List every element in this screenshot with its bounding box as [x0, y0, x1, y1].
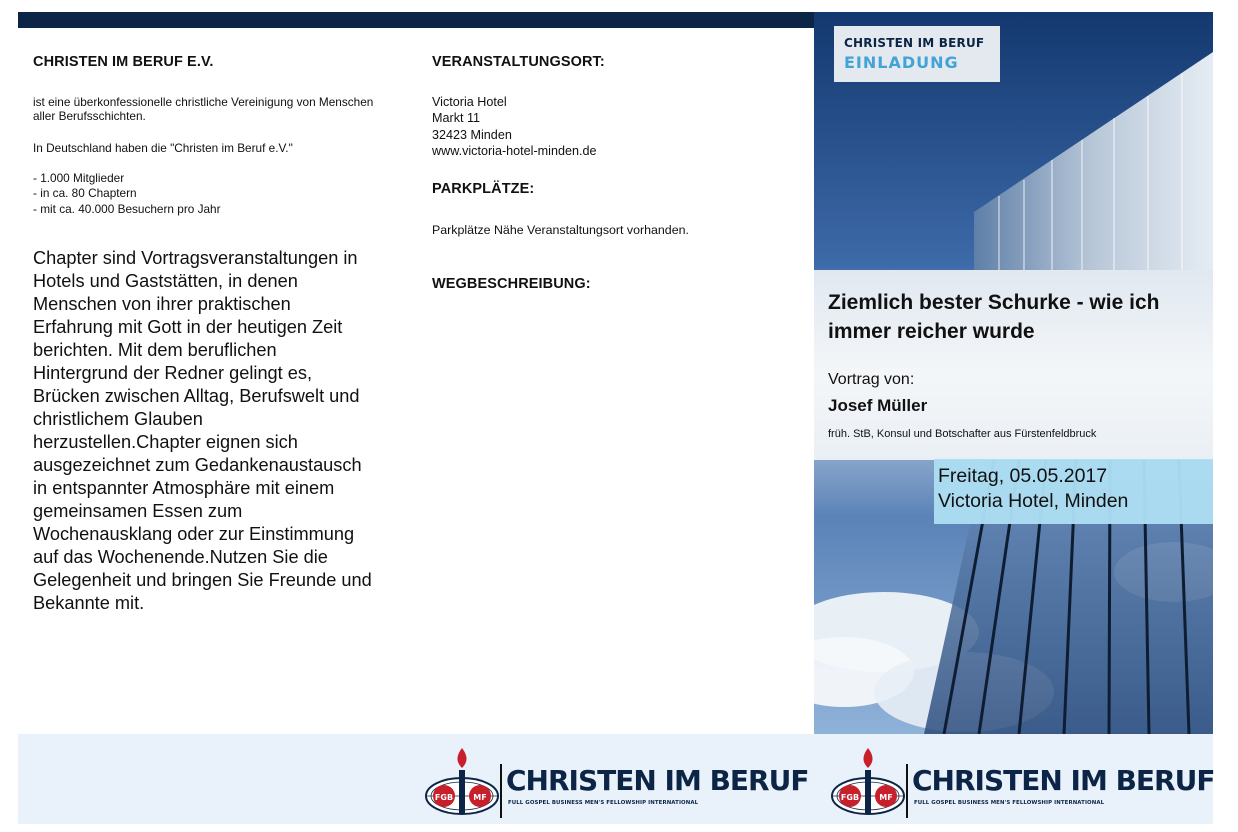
venue-heading: VERANSTALTUNGSORT: — [432, 54, 605, 70]
cover-panel — [814, 12, 1213, 734]
logo-divider — [500, 764, 502, 818]
venue-line: Markt 11 — [432, 111, 481, 125]
organization-intro: ist eine überkonfessionelle christliche Vereinigung von Menschen aller Berufsschichten. — [33, 95, 374, 123]
logo-divider — [906, 764, 908, 818]
chapter-description: Chapter sind Vortragsveranstaltungen in Hotels und Gaststätten, in denen Menschen von ihrer praktischen Erfahrung mit Gott in der heutigen Zeit berichten. Mit dem beruflichen Hintergrund der Redner gelingt es, Brücken zwischen Alltag, Berufswelt und christlichem Glauben herzustellen.Chapter eignen sich ausgezeichnet zum Gedankenaustausch in entspannter Atmosphäre mit einem gemeinsamen Essen zum Wochenausklang oder zur Einstimmung auf das Wochenende.Nutzen Sie die Gelegenheit und bringen Sie Freunde und Bekannte mit. — [33, 248, 372, 613]
parking-text: Parkplätze Nähe Veranstaltungsort vorhanden. — [432, 223, 689, 237]
footer-brand-name: CHRISTEN IM BERUF — [506, 764, 809, 797]
germany-intro: In Deutschland haben die "Christen im Beruf e.V." — [33, 141, 293, 155]
top-navy-bar — [18, 12, 814, 28]
venue-line: 32423 Minden — [432, 128, 512, 142]
organization-heading: CHRISTEN IM BERUF E.V. — [33, 54, 214, 70]
footer-tagline: FULL GOSPEL BUSINESS MEN'S FELLOWSHIP INTERNATIONAL — [508, 800, 699, 806]
venue-website: www.victoria-hotel-minden.de — [432, 144, 597, 158]
event-date: Freitag, 05.05.2017 — [938, 465, 1108, 487]
fact-item: - mit ca. 40.000 Besuchern pro Jahr — [33, 202, 221, 216]
fgbmf-emblem-icon — [828, 744, 906, 818]
emblem-fgb-label: FGB — [434, 793, 454, 802]
cover-brand-name: CHRISTEN IM BERUF — [844, 36, 985, 50]
emblem-mf-label: MF — [473, 793, 487, 802]
fgbmf-emblem-icon — [422, 744, 500, 818]
event-location: Victoria Hotel, Minden — [938, 490, 1129, 512]
fact-item: - in ca. 80 Chaptern — [33, 186, 137, 200]
parking-heading: PARKPLÄTZE: — [432, 181, 535, 197]
event-date-box — [934, 459, 1213, 524]
emblem-mf-label: MF — [879, 793, 893, 802]
lecture-by-label: Vortrag von: — [828, 371, 915, 388]
directions-heading: WEGBESCHREIBUNG: — [432, 276, 591, 292]
speaker-name: Josef Müller — [828, 396, 928, 415]
event-title: Ziemlich bester Schurke - wie ich immer reicher wurde — [828, 291, 1160, 343]
speaker-info: früh. StB, Konsul und Botschafter aus Fürstenfeldbruck — [828, 428, 1097, 440]
footer-logo-right — [828, 744, 1215, 818]
cover-brand-box — [834, 26, 1000, 82]
footer-brand-name: CHRISTEN IM BERUF — [912, 764, 1215, 797]
emblem-fgb-label: FGB — [840, 793, 860, 802]
footer-tagline: FULL GOSPEL BUSINESS MEN'S FELLOWSHIP INTERNATIONAL — [914, 800, 1105, 806]
venue-line: Victoria Hotel — [432, 95, 507, 109]
cover-invitation-label: EINLADUNG — [844, 53, 959, 72]
fact-item: - 1.000 Mitglieder — [33, 171, 125, 185]
footer-logo-middle — [422, 744, 809, 818]
